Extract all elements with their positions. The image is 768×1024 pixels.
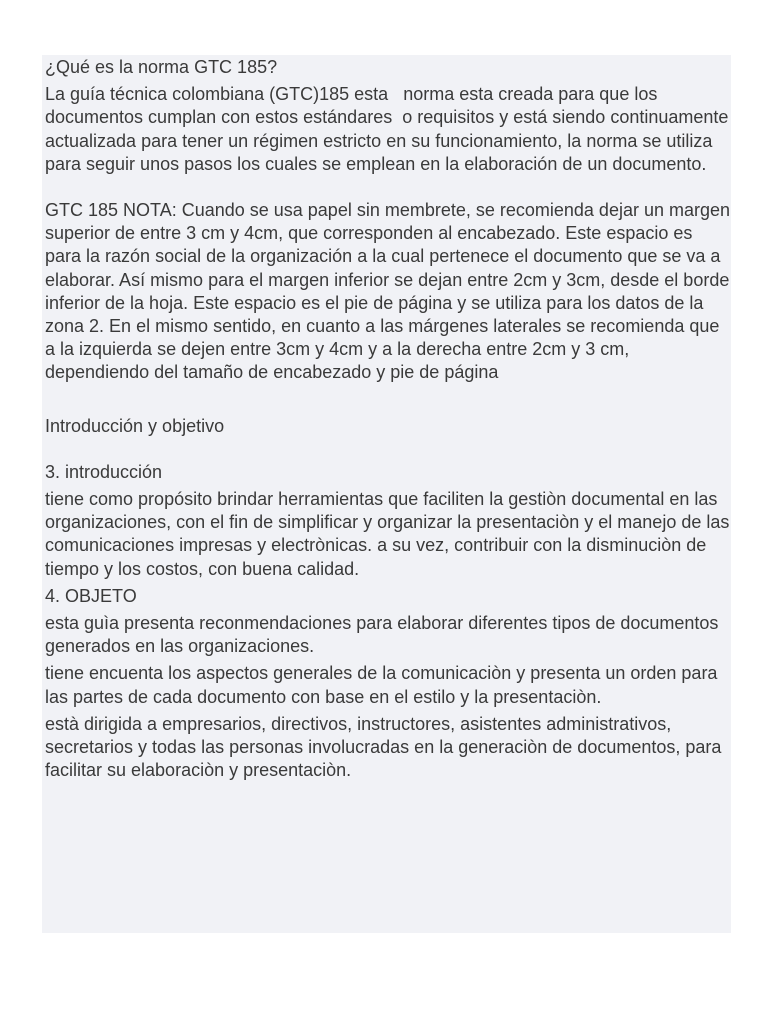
introduction-body: tiene como propósito brindar herramientas que faciliten la gestiòn documental en las organizaciones, con el fin de simplificar y organizar la presentaciòn y el manejo de las comunicaciones impresas y electrònicas. a su vez, contribuir con la disminuciòn de tiempo y los costos, con buena calidad. [45,489,735,579]
section-heading: Introducción y objetivo [45,415,225,436]
objeto-paragraph-3: està dirigida a empresarios, directivos, instructores, asistentes administrativos, secretarios y todas las personas involucradas en la generaciòn de documentos, para facilitar su elaboraciòn y presentaciòn. [45,713,727,781]
note-paragraph: GTC 185 NOTA: Cuando se usa papel sin membrete, se recomienda dejar un margen superior de entre 3 cm y 4cm, que corresponden al encabezado. Este espacio es para la razón social de la organización a la cual pertenece el documento que se va a elaborar. Así mismo para el margen inferior se dejan entre 2cm y 3cm, desde el borde inferior de la hoja. Este espacio es el pie de página y se utiliza para los datos de la zona 2. En el mismo sentido, en cuanto a las márgenes laterales se recomienda que a la izquierda se dejen entre 3cm y 4cm y a la derecha entre 2cm y 3 cm, dependiendo del tamaño de encabezado y pie de página [45,200,736,383]
objeto-paragraph-2: tiene encuenta los aspectos generales de la comunicaciòn y presenta un orden para las partes de cada documento con base en el estilo y la presentaciòn. [45,663,723,707]
introduction-heading: 3. introducción [45,461,163,482]
objeto-heading: 4. OBJETO [45,585,137,606]
document-content [45,56,736,782]
intro-paragraph: La guía técnica colombiana (GTC)185 esta norma esta creada para que los documentos cumplan con estos estándares o requisitos y está siendo continuamente actualizada para tener un régimen estricto en su funcionamiento, la norma se utiliza para seguir unos pasos los cuales se emplean en la elaboración de un documento. [45,84,734,174]
document-title: ¿Qué es la norma GTC 185? [45,57,278,77]
objeto-paragraph-1: esta guìa presenta reconmendaciones para elaborar diferentes tipos de documentos generados en las organizaciones. [45,613,724,657]
